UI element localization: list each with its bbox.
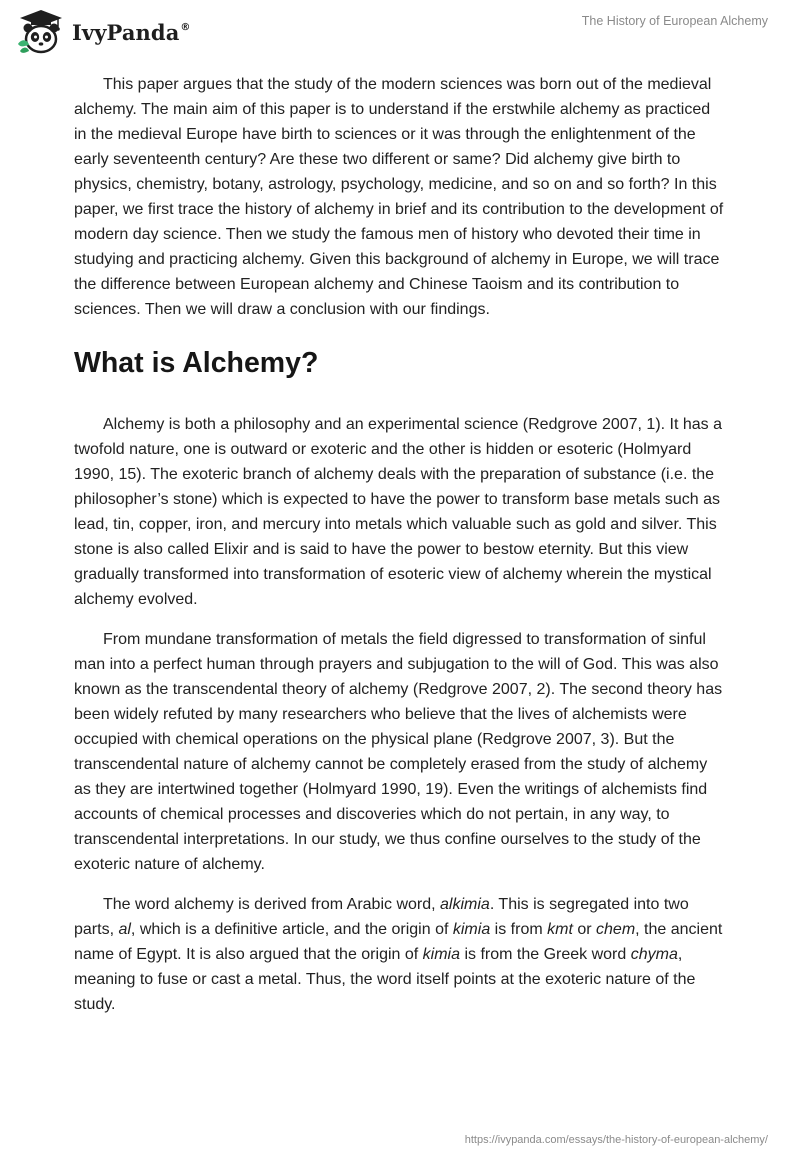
- brand-name: IvyPanda®: [72, 19, 191, 45]
- term-kimia: kimia: [452, 921, 491, 938]
- intro-paragraph: This paper argues that the study of the modern sciences was born out of the medieval alchemy. The main aim of this paper is to understand if the erstwhile alchemy as practiced in the medieval Europe have birth to sciences or it was through the enlightenment of the early seventeenth century? Are these two different or same? Did alchemy give birth to physics, chemistry, botany, astrology, psychology, medicine, and so on and so forth? In this paper, we first trace the history of alchemy in brief and its contribution to the development of modern day science. Then we study the famous men of history who devoted their time in studying and practicing alchemy. Given this background of alchemy in Europe, we will trace the difference between European alchemy and Chinese Taoism and its contribution to sciences. Then we will draw a conclusion with our findings.: [74, 76, 724, 318]
- body-paragraph-2: From mundane transformation of metals the field digressed to transformation of sinful man into a perfect human through prayers and subjugation to the will of God. This was also known as the transcendental theory of alchemy (Redgrove 2007, 2). The second theory has been widely refuted by many researchers who believe that the lives of alchemists were occupied with chemical operations on the physical plane (Redgrove 2007, 3). But the transcendental nature of alchemy cannot be completely erased from the study of alchemy as they are intertwined together (Holmyard 1990, 19). Even the writings of alchemists find accounts of chemical processes and discoveries which do not pertain, in any way, to transcendental interpretations. In our study, we thus confine ourselves to the study of the exoteric nature of alchemy.: [74, 631, 723, 873]
- body-paragraph-3: The word alchemy is derived from Arabic word, alkimia. This is segregated into two parts, al, which is a definitive article, and the origin of kimia is from kmt or chem, the ancient name of Egypt. It is also argued that the origin of kimia is from the Greek word chyma, meaning to fuse or cast a metal. Thus, the word itself points at the exoteric nature of the study.: [74, 896, 723, 1013]
- term-kimia-2: kimia: [422, 946, 460, 963]
- term-al: al: [118, 921, 131, 938]
- source-url[interactable]: https://ivypanda.com/essays/the-history-of-european-alchemy/: [464, 1134, 768, 1146]
- ivypanda-logo[interactable]: [14, 8, 191, 56]
- essay-body: [74, 72, 726, 1032]
- document-title: The History of European Alchemy: [581, 14, 768, 28]
- section-heading: What is Alchemy?: [74, 347, 319, 379]
- term-chyma: chyma: [630, 946, 678, 963]
- body-paragraph-1: Alchemy is both a philosophy and an experimental science (Redgrove 2007, 1). It has a twofold nature, one is outward or exoteric and the other is hidden or esoteric (Holmyard 1990, 15). The exoteric branch of alchemy deals with the preparation of substance (i.e. the philosopher’s stone) which is expected to have the power to transform base metals such as lead, tin, copper, iron, and mercury into metals which valuable such as gold and silver. This stone is also called Elixir and is said to have the power to bestow eternity. But this view gradually transformed into transformation of esoteric view of alchemy wherein the mystical alchemy evolved.: [74, 416, 723, 608]
- panda-graduate-icon: [14, 8, 68, 56]
- page-header: [0, 0, 800, 64]
- registered-mark: ®: [180, 21, 191, 33]
- term-chem: chem: [596, 921, 636, 938]
- term-kmt: kmt: [547, 921, 573, 938]
- term-alkimia: alkimia: [440, 896, 490, 913]
